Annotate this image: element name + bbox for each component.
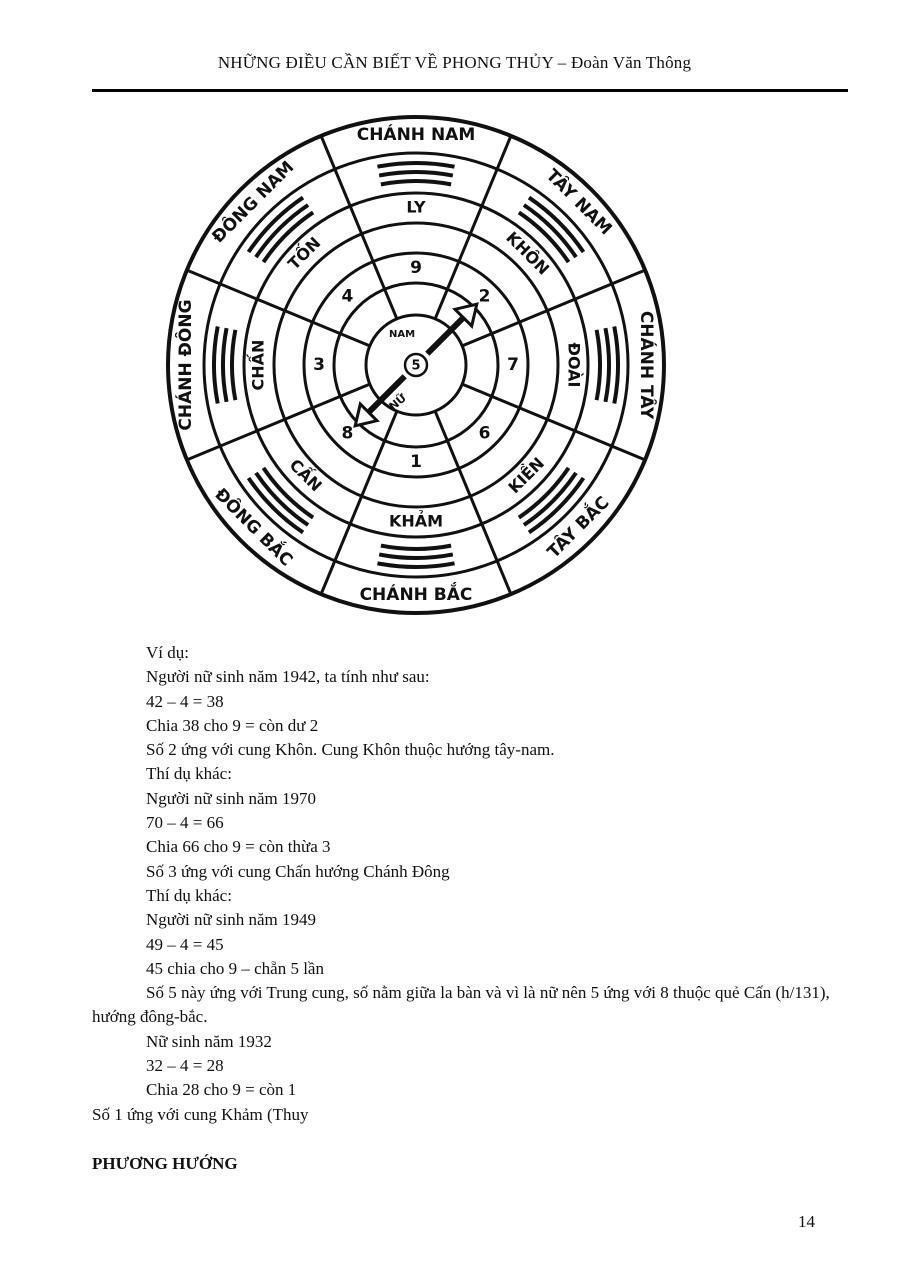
text-line: Số 3 ứng với cung Chấn hướng Chánh Đông xyxy=(146,861,450,881)
text-line: Số 1 ứng với cung Khảm (Thuy xyxy=(92,1104,309,1124)
trigram-label: CHẤN xyxy=(248,339,268,391)
trigram-line xyxy=(379,172,453,176)
text-line: Người nữ sinh năm 1970 xyxy=(146,788,317,808)
direction-label: CHÁNH NAM xyxy=(356,125,476,145)
text-line: 32 – 4 = 28 xyxy=(146,1056,224,1076)
trigram-label: KIỀN xyxy=(504,453,549,498)
trigram-line xyxy=(377,563,454,567)
text-line: Chia 28 cho 9 = còn 1 xyxy=(146,1080,297,1100)
trigram-line xyxy=(381,546,451,549)
palace-number: 6 xyxy=(478,423,491,444)
direction-label: ĐÔNG BẮC xyxy=(210,484,297,571)
palace-number: 2 xyxy=(478,286,491,307)
text-line: 42 – 4 = 38 xyxy=(146,691,224,711)
trigram-label: KHÔN xyxy=(502,227,554,279)
trigram-line xyxy=(379,554,453,558)
text-line: Chia 66 cho 9 = còn thừa 3 xyxy=(146,837,331,857)
direction-label: ĐÔNG NAM xyxy=(208,157,299,248)
text-line: Người nữ sinh năm 1942, ta tính như sau: xyxy=(146,667,430,687)
section-heading: PHƯƠNG HƯỚNG xyxy=(92,1154,238,1173)
direction-label: CHÁNH ĐÔNG xyxy=(176,299,196,431)
palace-number: 4 xyxy=(341,286,354,307)
text-line: 45 chia cho 9 – chẵn 5 lần xyxy=(146,958,324,978)
text-line: Số 2 ứng với cung Khôn. Cung Khôn thuộc hướng tây-nam. xyxy=(146,740,555,760)
text-line: Chia 38 cho 9 = còn dư 2 xyxy=(146,715,319,735)
running-header: NHỮNG ĐIỀU CẦN BIẾT VỀ PHONG THỦY – Đoàn Văn Thông xyxy=(217,53,692,72)
bagua-compass xyxy=(158,95,688,640)
trigram-label: CẤN xyxy=(285,455,326,496)
trigram-label: ĐOÀI xyxy=(564,342,584,388)
trigram-line xyxy=(381,181,451,184)
trigram-line xyxy=(605,328,609,402)
trigram-label: LY xyxy=(406,197,426,217)
palace-number: 3 xyxy=(313,355,325,375)
direction-label: CHÁNH BẮC xyxy=(359,585,473,605)
direction-label: TÂY BẮC xyxy=(543,492,614,563)
palace-number: 7 xyxy=(507,355,519,375)
bagua-compass-figure xyxy=(158,95,688,640)
palace-number: 8 xyxy=(341,423,354,444)
center-number: 5 xyxy=(411,358,421,374)
text-line: Thí dụ khác: xyxy=(146,764,232,784)
palace-number: 1 xyxy=(410,452,422,472)
trigram-line xyxy=(377,163,454,167)
body-text xyxy=(92,641,832,1127)
text-line: 49 – 4 = 45 xyxy=(146,934,224,954)
header-rule xyxy=(92,89,848,92)
text-line: Người nữ sinh năm 1949 xyxy=(146,910,317,930)
direction-label: CHÁNH TÂY xyxy=(636,310,656,420)
text-paragraph: Số 5 này ứng với Trung cung, số nằm giữa la bàn và vì là nữ nên 5 ứng với 8 thuộc quẻ Cấn (h/131), hướng đông-bắc. xyxy=(92,983,830,1027)
direction-label: TÂY NAM xyxy=(541,165,616,240)
female-label: NỮ xyxy=(386,391,409,414)
text-line: Ví dụ: xyxy=(146,643,189,662)
trigram-line xyxy=(597,330,600,400)
trigram-line xyxy=(214,326,218,403)
trigram-label: TỐN xyxy=(284,233,325,274)
text-line: Nữ sinh năm 1932 xyxy=(146,1031,272,1051)
text-line: Thí dụ khác: xyxy=(146,885,232,905)
male-label: NAM xyxy=(388,329,416,340)
text-line: 70 – 4 = 66 xyxy=(146,813,224,833)
trigram-line xyxy=(232,330,235,400)
palace-number: 9 xyxy=(410,258,422,278)
trigram-line xyxy=(223,328,227,402)
trigram-line xyxy=(614,326,618,403)
page-number: 14 xyxy=(798,1212,815,1231)
trigram-label: KHẢM xyxy=(388,511,444,531)
